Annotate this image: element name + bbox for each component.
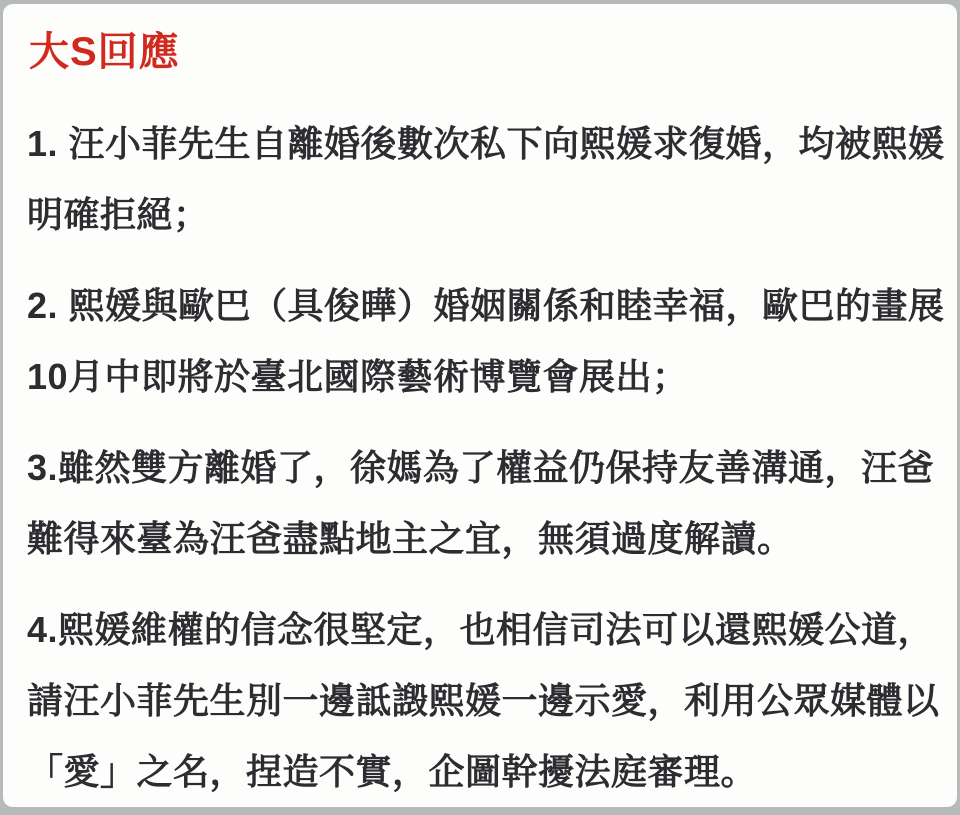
statement-line: 4.熙媛維權的信念很堅定，也相信司法可以還熙媛公道， [27, 609, 935, 650]
statement-line: 10月中即將於臺北國際藝術博覽會展出； [27, 356, 689, 397]
statement-line: 請汪小菲先生別一邊詆譭熙媛一邊示愛，利用公眾媒體以 [27, 680, 940, 721]
statement-paragraph-4 [27, 594, 940, 807]
statement-paragraph-2 [27, 270, 945, 412]
statement-line: 明確拒絕； [27, 194, 210, 235]
statement-paragraph-1 [27, 108, 945, 250]
statement-line: 2. 熙媛與歐巴（具俊曄）婚姻關係和睦幸福，歐巴的畫展 [27, 285, 945, 326]
statement-paragraph-3 [27, 432, 933, 574]
statement-line: 「愛」之名，捏造不實，企圖幹擾法庭審理。 [27, 751, 758, 792]
statement-line: 3.雖然雙方離婚了，徐媽為了權益仍保持友善溝通，汪爸 [27, 447, 935, 488]
statement-line: 1. 汪小菲先生自離婚後數次私下向熙媛求復婚，均被熙媛 [27, 123, 945, 164]
statement-line: 難得來臺為汪爸盡點地主之宜，無須過度解讀。 [27, 518, 794, 559]
statement-card [3, 4, 957, 807]
page-title: 大S回應 [29, 30, 180, 74]
